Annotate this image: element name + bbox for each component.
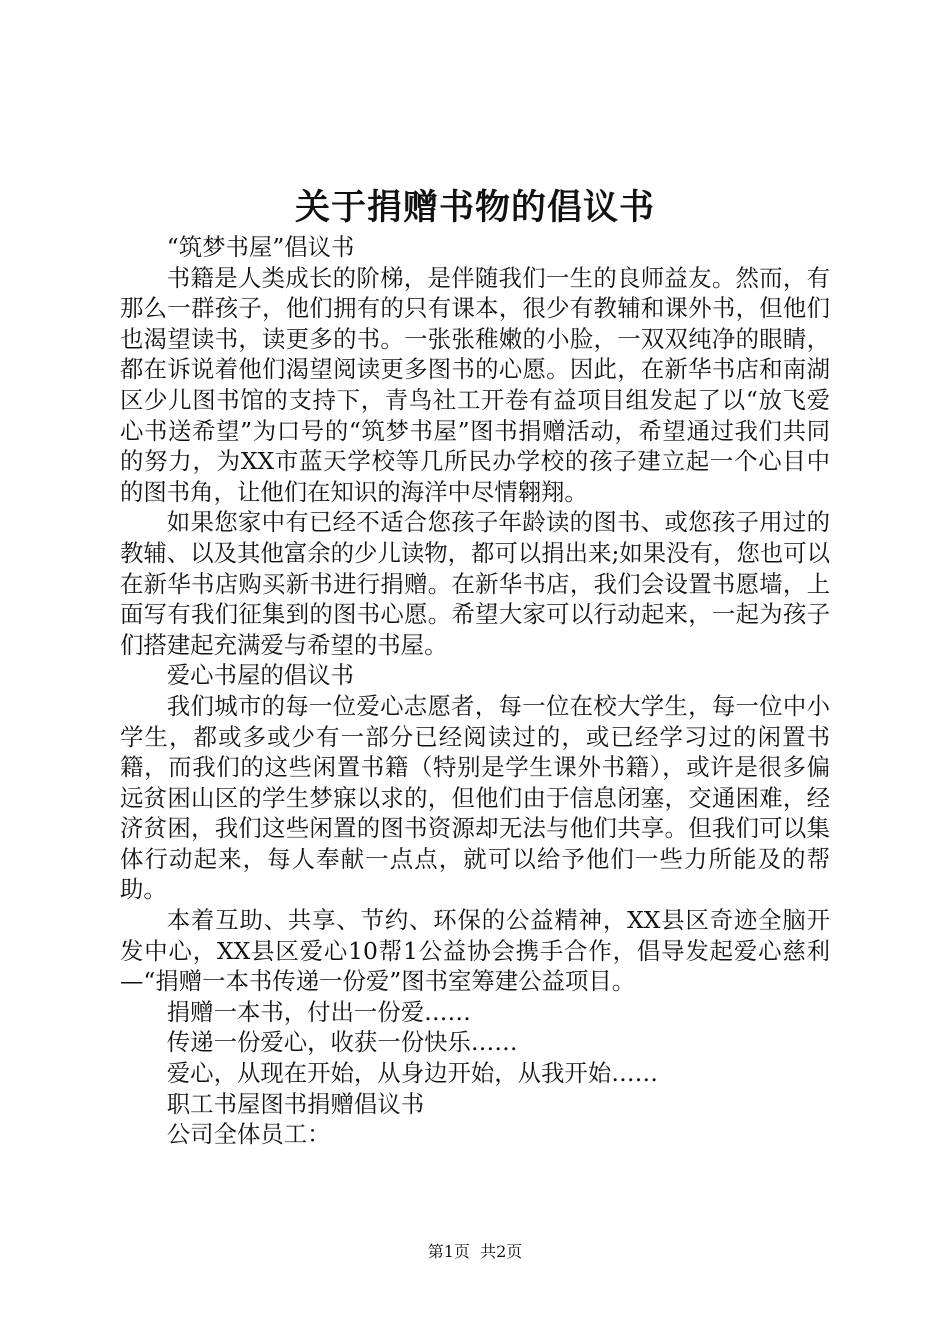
- body-paragraph: 本着互助、共享、节约、环保的公益精神，XX县区奇迹全脑开发中心，XX县区爱心10帮1公益协会携手合作，倡导发起爱心慈利—“捐赠一本书传递一份爱”图书室筹建公益项目。: [120, 906, 830, 996]
- page-number: 第1页: [427, 1242, 470, 1261]
- slogan-line: 捐赠一本书，付出一份爱……: [166, 997, 471, 1026]
- document-body: [120, 232, 830, 1150]
- page-footer: [0, 1240, 950, 1264]
- slogan-line: 传递一份爱心，收获一份快乐……: [166, 1028, 518, 1057]
- body-paragraph: 我们城市的每一位爱心志愿者，每一位在校大学生，每一位中小学生，都或多或少有一部分已经阅读过的，或已经学习过的闲置书籍，而我们的这些闲置书籍（特别是学生课外书籍），或许是很多偏远贫困山区的学生梦寐以求的，但他们由于信息闭塞，交通困难，经济贫困，我们这些闲置的图书资源却无法与他们共享。但我们可以集体行动起来，每人奉献一点点，就可以给予他们一些力所能及的帮助。: [120, 691, 830, 904]
- section-heading: 爱心书屋的倡议书: [166, 661, 354, 690]
- slogan-line: 爱心，从现在开始，从身边开始，从我开始……: [166, 1059, 658, 1088]
- section-heading: “筑梦书屋”倡议书: [166, 233, 355, 261]
- salutation: 公司全体员工：: [166, 1120, 331, 1149]
- body-paragraph: 如果您家中有已经不适合您孩子年龄读的图书、或您孩子用过的教辅、以及其他富余的少儿读物，都可以捐出来;如果没有，您也可以在新华书店购买新书进行捐赠。在新华书店，我们会设置书愿墙，上面写有我们征集到的图书心愿。希望大家可以行动起来，一起为孩子们搭建起充满爱与希望的书屋。: [120, 508, 830, 659]
- section-heading: 职工书屋图书捐赠倡议书: [166, 1089, 425, 1118]
- body-paragraph: 书籍是人类成长的阶梯，是伴随我们一生的良师益友。然而，有那么一群孩子，他们拥有的只有课本，很少有教辅和课外书，但他们也渴望读书，读更多的书。一张张稚嫩的小脸，一双双纯净的眼睛，都在诉说着他们渴望阅读更多图书的心愿。因此，在新华书店和南湖区少儿图书馆的支持下，青鸟社工开卷有益项目组发起了以“放飞爱心书送希望”为口号的“筑梦书屋”图书捐赠活动，希望通过我们共同的努力，为XX市蓝天学校等几所民办学校的孩子建立起一个心目中的图书角，让他们在知识的海洋中尽情翱翔。: [120, 263, 830, 506]
- document-title: 关于捐赠书物的倡议书: [294, 188, 655, 228]
- page-total: 共2页: [480, 1242, 523, 1261]
